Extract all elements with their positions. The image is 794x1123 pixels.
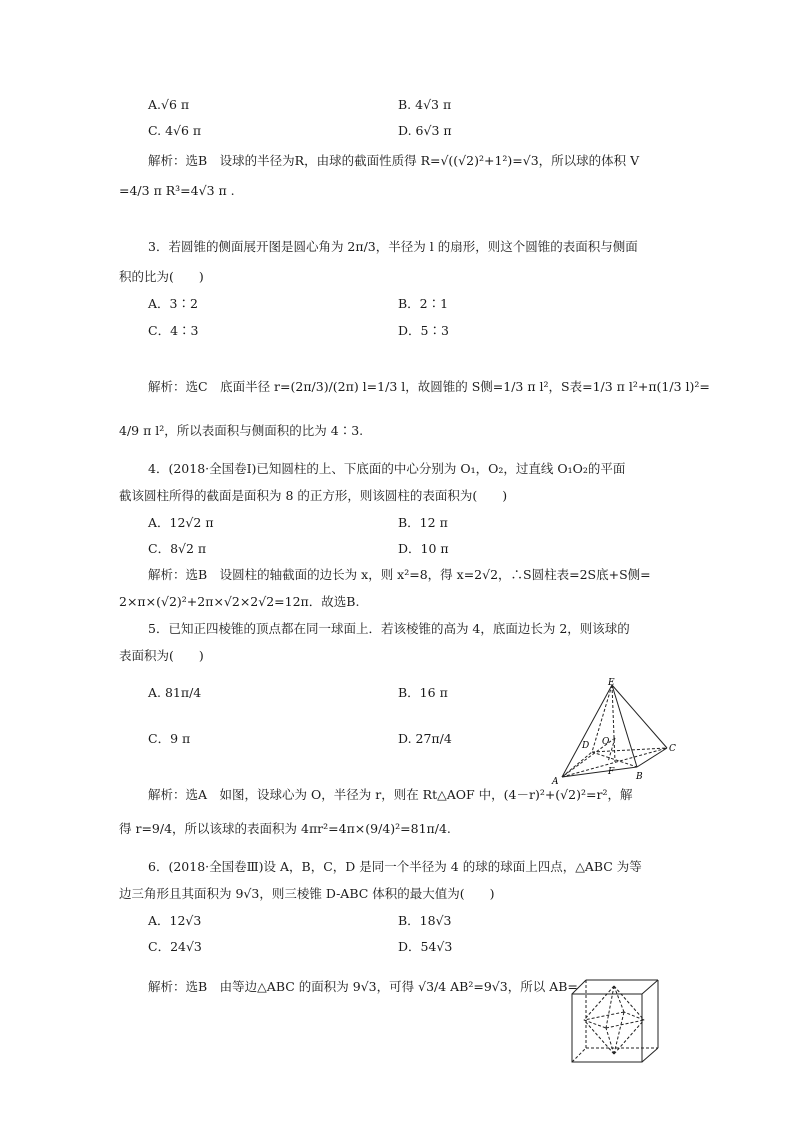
option-a: A. 81π/4: [148, 685, 202, 700]
option-b: B．12 π: [398, 515, 448, 530]
cube-figure: [566, 976, 666, 1066]
option-c: C．9 π: [148, 731, 191, 746]
solution-text: 解析：选B 设球的半径为R，由球的截面性质得 R=√((√2)²+1²)=√3，所以球的体积 V: [148, 153, 640, 168]
option-d: D．5∶3: [398, 323, 449, 338]
pyramid-figure: [540, 676, 690, 788]
solution-text: 解析：选C 底面半径 r=(2π/3)/(2π) l=1/3 l，故圆锥的 S侧=1/3 π l²，S表=1/3 π l²+π(1/3 l)²=: [148, 379, 710, 394]
option-d: D．54√3: [398, 939, 453, 954]
label-a: A: [552, 777, 559, 787]
option-a: A．3∶2: [148, 296, 198, 311]
label-b: B: [636, 772, 643, 782]
option-c: C．4∶3: [148, 323, 199, 338]
solution-text: 解析：选B 由等边△ABC 的面积为 9√3，可得 √3/4 AB²=9√3，所以 AB=: [148, 979, 578, 994]
solution-text: =4/3 π R³=4√3 π .: [119, 183, 235, 198]
solution-text: 得 r=9/4，所以该球的表面积为 4πr²=4π×(9/4)²=81π/4.: [119, 821, 451, 836]
question-6: 6．(2018·全国卷Ⅲ)设 A，B，C，D 是同一个半径为 4 的球的球面上四点，△ABC 为等: [148, 859, 642, 874]
option-a: A.√6 π: [148, 97, 190, 112]
label-e: E: [608, 678, 615, 688]
option-a: A．12√2 π: [148, 515, 214, 530]
option-b: B．16 π: [398, 685, 448, 700]
solution-text: 解析：选A 如图，设球心为 O，半径为 r，则在 Rt△AOF 中，(4－r)²+(√2)²=r²，解: [148, 787, 633, 802]
solution-text: 4/9 π l²，所以表面积与侧面积的比为 4∶3.: [119, 423, 364, 438]
option-d: D. 6√3 π: [398, 123, 452, 138]
question-5: 表面积为( ): [119, 648, 204, 663]
question-3: 3．若圆锥的侧面展开图是圆心角为 2π/3，半径为 l 的扇形，则这个圆锥的表面积与侧面: [148, 239, 638, 254]
option-a: A．12√3: [148, 913, 202, 928]
question-4: 截该圆柱所得的截面是面积为 8 的正方形，则该圆柱的表面积为( ): [119, 488, 508, 503]
option-b: B. 4√3 π: [398, 97, 452, 112]
option-d: D．10 π: [398, 541, 449, 556]
question-3: 积的比为( ): [119, 269, 204, 284]
label-o: O: [602, 737, 610, 747]
solution-text: 解析：选B 设圆柱的轴截面的边长为 x，则 x²=8，得 x=2√2，∴S圆柱表=2S底+S侧=: [148, 567, 651, 582]
question-5: 5．已知正四棱锥的顶点都在同一球面上．若该棱锥的高为 4，底面边长为 2，则该球的: [148, 621, 630, 636]
question-4: 4．(2018·全国卷Ⅰ)已知圆柱的上、下底面的中心分别为 O₁，O₂，过直线 O₁O₂的平面: [148, 461, 626, 476]
question-6: 边三角形且其面积为 9√3，则三棱锥 D-ABC 体积的最大值为( ): [119, 886, 495, 901]
option-c: C. 4√6 π: [148, 123, 202, 138]
label-c: C: [669, 744, 676, 754]
label-f: F: [608, 767, 615, 777]
option-b: B．2∶1: [398, 296, 449, 311]
option-b: B．18√3: [398, 913, 452, 928]
option-c: C．24√3: [148, 939, 202, 954]
label-d: D: [582, 741, 590, 751]
option-c: C．8√2 π: [148, 541, 207, 556]
solution-text: 2×π×(√2)²+2π×√2×2√2=12π．故选B.: [119, 594, 360, 609]
option-d: D. 27π/4: [398, 731, 452, 746]
